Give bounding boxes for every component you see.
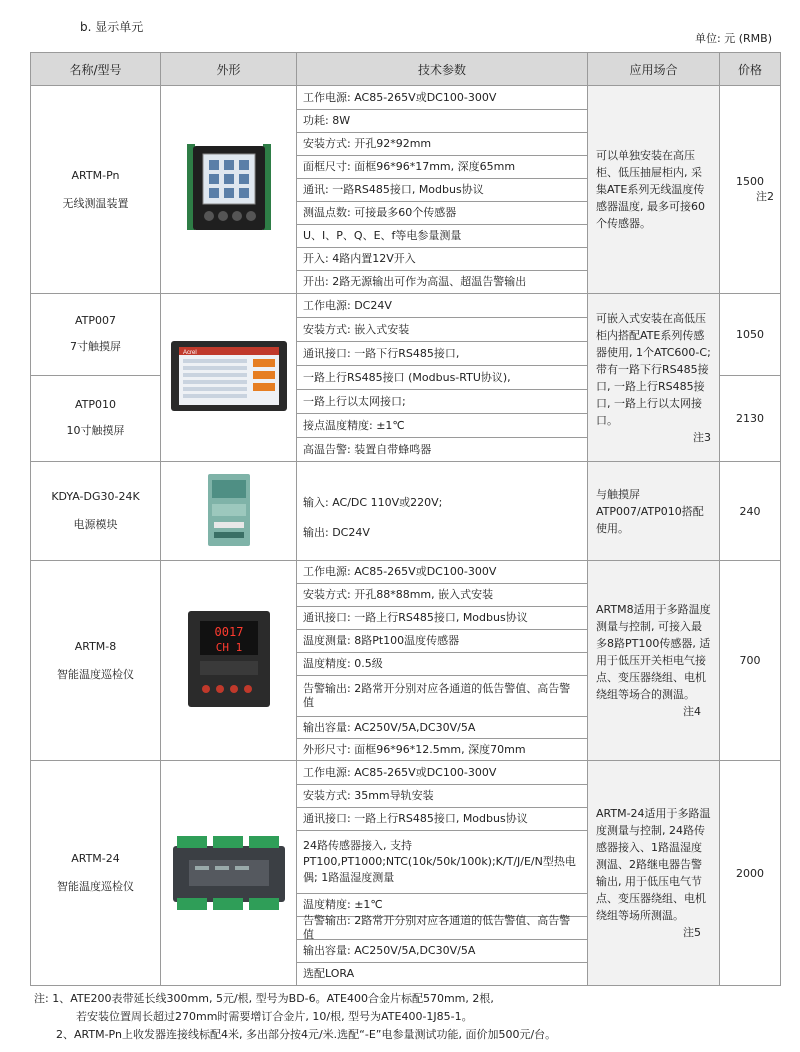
name-cell <box>31 294 161 376</box>
header-application: 应用场合 <box>588 53 720 86</box>
spec-cell <box>297 86 588 294</box>
spec-line: 通讯接口: 一路上行RS485接口, Modbus协议 <box>297 607 587 630</box>
footnote-2: 2、ARTM-Pn上收发器连接线标配4米, 多出部分按4元/米.选配“-E”电参量测试功能, 面价加500元/台。 <box>56 1028 557 1041</box>
price-value: 1500 <box>736 175 764 188</box>
header-name: 名称/型号 <box>31 53 161 86</box>
price-cell <box>720 561 781 761</box>
spec-line: 输出容量: AC250V/5A,DC30V/5A <box>297 717 587 739</box>
model-label: ARTM-24 <box>71 852 120 865</box>
model-label: KDYA-DG30-24K <box>51 490 140 503</box>
name-cell <box>31 462 161 561</box>
spec-line: 功耗: 8W <box>297 110 587 133</box>
table-row <box>31 462 781 561</box>
display-top: 0017 <box>214 625 243 639</box>
application-text: ARTM-24适用于多路温度测量与控制, 24路传感器接入、1路温湿度测温、2路继电器告警输出, 用于低压电气节点、变压器绕组、电机绕组等场所测温。 <box>596 807 711 922</box>
display-bottom: CH 1 <box>215 641 242 654</box>
spec-line: 24路传感器接入, 支持PT100,PT1000;NTC(10k/50k/100k);K/T/J/E/N型热电偶; 1路温湿度测量 <box>297 831 587 894</box>
spec-line: 通讯接口: 一路上行RS485接口, Modbus协议 <box>297 808 587 831</box>
header-appearance: 外形 <box>161 53 297 86</box>
spec-line: 温度精度: ±1℃ <box>297 894 587 917</box>
spec-line: 工作电源: AC85-265V或DC100-300V <box>297 762 587 785</box>
device-image-artm-8 <box>161 561 297 761</box>
name-cell <box>31 761 161 986</box>
device-image-artm-pn <box>161 86 297 294</box>
screen-brand: Acrel <box>182 350 197 356</box>
application-text: ARTM8适用于多路温度测量与控制, 可接入最多8路PT100传感器, 适用于低压开关柜电气接点、变压器绕组、电机绕组等场合的测温。 <box>596 603 711 701</box>
application-cell <box>588 561 720 761</box>
application-text: 可以单独安装在高压柜、低压抽屉柜内, 采集ATE系列无线温度传感器温度, 最多可接60个传感器。 <box>596 149 705 230</box>
application-text: 与触摸屏ATP007/ATP010搭配使用。 <box>596 487 704 535</box>
device-image-artm-24 <box>161 761 297 986</box>
spec-line: 安装方式: 开孔88*88mm, 嵌入式安装 <box>297 584 587 607</box>
table-row <box>31 761 781 986</box>
product-name: 电源模块 <box>73 518 118 531</box>
spec-line: 安装方式: 开孔92*92mm <box>297 133 587 156</box>
spec-line: 告警输出: 2路常开分别对应各通道的低告警值、高告警值 <box>297 676 587 717</box>
spec-line: 接点温度精度: ±1℃ <box>297 414 587 438</box>
application-cell <box>588 462 720 561</box>
application-cell <box>588 761 720 986</box>
spec-line: 输出容量: AC250V/5A,DC30V/5A <box>297 940 587 963</box>
artm-pn-device-icon <box>181 140 277 236</box>
application-cell <box>588 86 720 294</box>
note-label: 注2 <box>756 190 774 203</box>
product-table <box>30 52 781 986</box>
price-value: 2130 <box>736 411 764 425</box>
price-value: 700 <box>739 654 761 667</box>
section-title: b. 显示单元 <box>80 20 144 34</box>
spec-line: 通讯接口: 一路下行RS485接口, <box>297 342 587 366</box>
header-spec: 技术参数 <box>297 53 588 86</box>
spec-line: 工作电源: DC24V <box>297 294 587 318</box>
device-image-atp <box>161 294 297 462</box>
header-price: 价格 <box>720 53 781 86</box>
price-cell <box>720 294 781 376</box>
table-row <box>31 294 781 376</box>
power-module-icon <box>204 470 254 550</box>
spec-line: 输出: DC24V <box>303 526 370 539</box>
spec-line: 面框尺寸: 面框96*96*17mm, 深度65mm <box>297 156 587 179</box>
spec-line: 一路上行以太网接口; <box>297 390 587 414</box>
price-cell <box>720 761 781 986</box>
footnote-1-cont: 若安装位置周长超过270mm时需要增订合金片, 10/根, 型号为ATE400-1J85-1。 <box>76 1010 473 1023</box>
product-name: 10寸触摸屏 <box>66 424 125 438</box>
spec-line: 高温告警: 装置自带蜂鸣器 <box>303 442 432 456</box>
spec-cell <box>297 462 588 561</box>
price-value: 1050 <box>736 327 764 341</box>
model-label: ATP010 <box>74 398 117 412</box>
model-label: ATP007 <box>74 314 117 328</box>
spec-line: 一路上行RS485接口 (Modbus-RTU协议), <box>297 366 587 390</box>
note-label: 注4 <box>683 705 701 718</box>
product-name: 智能温度巡检仪 <box>57 880 134 893</box>
product-name: 无线测温装置 <box>62 196 129 210</box>
note-label: 注5 <box>683 926 701 939</box>
spec-line: 温度精度: 0.5级 <box>297 653 587 676</box>
table-header-row <box>31 53 781 86</box>
spec-cell <box>297 294 588 462</box>
spec-line: 输入: AC/DC 110V或220V; <box>303 496 443 509</box>
spec-line: U、I、P、Q、E、f等电参量测量 <box>297 225 587 248</box>
application-text: 可嵌入式安装在高低压柜内搭配ATE系列传感器使用, 1个ATC600-C; 带有一路下行RS485接口, 一路上行RS485接口, 一路上行以太网接口。 <box>596 311 711 427</box>
price-value: 2000 <box>736 866 764 880</box>
spec-line: 工作电源: AC85-265V或DC100-300V <box>297 561 587 584</box>
device-image-kdya <box>161 462 297 561</box>
name-cell <box>31 375 161 461</box>
spec-line: 工作电源: AC85-265V或DC100-300V <box>297 87 587 110</box>
spec-line: 选配LORA <box>303 966 355 980</box>
model-label: ARTM-8 <box>74 639 117 653</box>
spec-line: 告警输出: 2路常开分别对应各通道的低告警值、高告警值 <box>297 917 587 940</box>
spec-line: 通讯: 一路RS485接口, Modbus协议 <box>297 179 587 202</box>
spec-line: 温度测量: 8路Pt100温度传感器 <box>297 630 587 653</box>
price-cell <box>720 375 781 461</box>
spec-line: 开出: 2路无源输出可作为高温、超温告警输出 <box>303 274 527 288</box>
spec-line: 安装方式: 嵌入式安装 <box>297 318 587 342</box>
footnote-1: 注: 1、ATE200表带延长线300mm, 5元/根, 型号为BD-6。ATE400合金片标配570mm, 2根, <box>34 992 494 1005</box>
spec-line: 测温点数: 可接最多60个传感器 <box>297 202 587 225</box>
model-label: ARTM-Pn <box>71 168 120 182</box>
product-name: 智能温度巡检仪 <box>57 667 134 681</box>
artm-8-device-icon <box>186 609 272 709</box>
application-cell <box>588 294 720 462</box>
spec-line: 安装方式: 35mm导轨安装 <box>297 785 587 808</box>
name-cell <box>31 561 161 761</box>
touchscreen-icon <box>169 337 289 415</box>
price-cell <box>720 86 781 294</box>
unit-label: 单位: 元 (RMB) <box>695 32 772 45</box>
price-cell <box>720 462 781 561</box>
spec-line: 开入: 4路内置12V开入 <box>297 248 587 271</box>
table-row <box>31 561 781 761</box>
product-name: 7寸触摸屏 <box>70 340 121 354</box>
price-value: 240 <box>739 504 761 518</box>
spec-cell <box>297 561 588 761</box>
spec-cell <box>297 761 588 986</box>
artm-24-device-icon <box>169 830 289 914</box>
note-label: 注3 <box>693 430 711 444</box>
spec-line: 外形尺寸: 面框96*96*12.5mm, 深度70mm <box>303 742 526 756</box>
table-row <box>31 86 781 294</box>
name-cell <box>31 86 161 294</box>
